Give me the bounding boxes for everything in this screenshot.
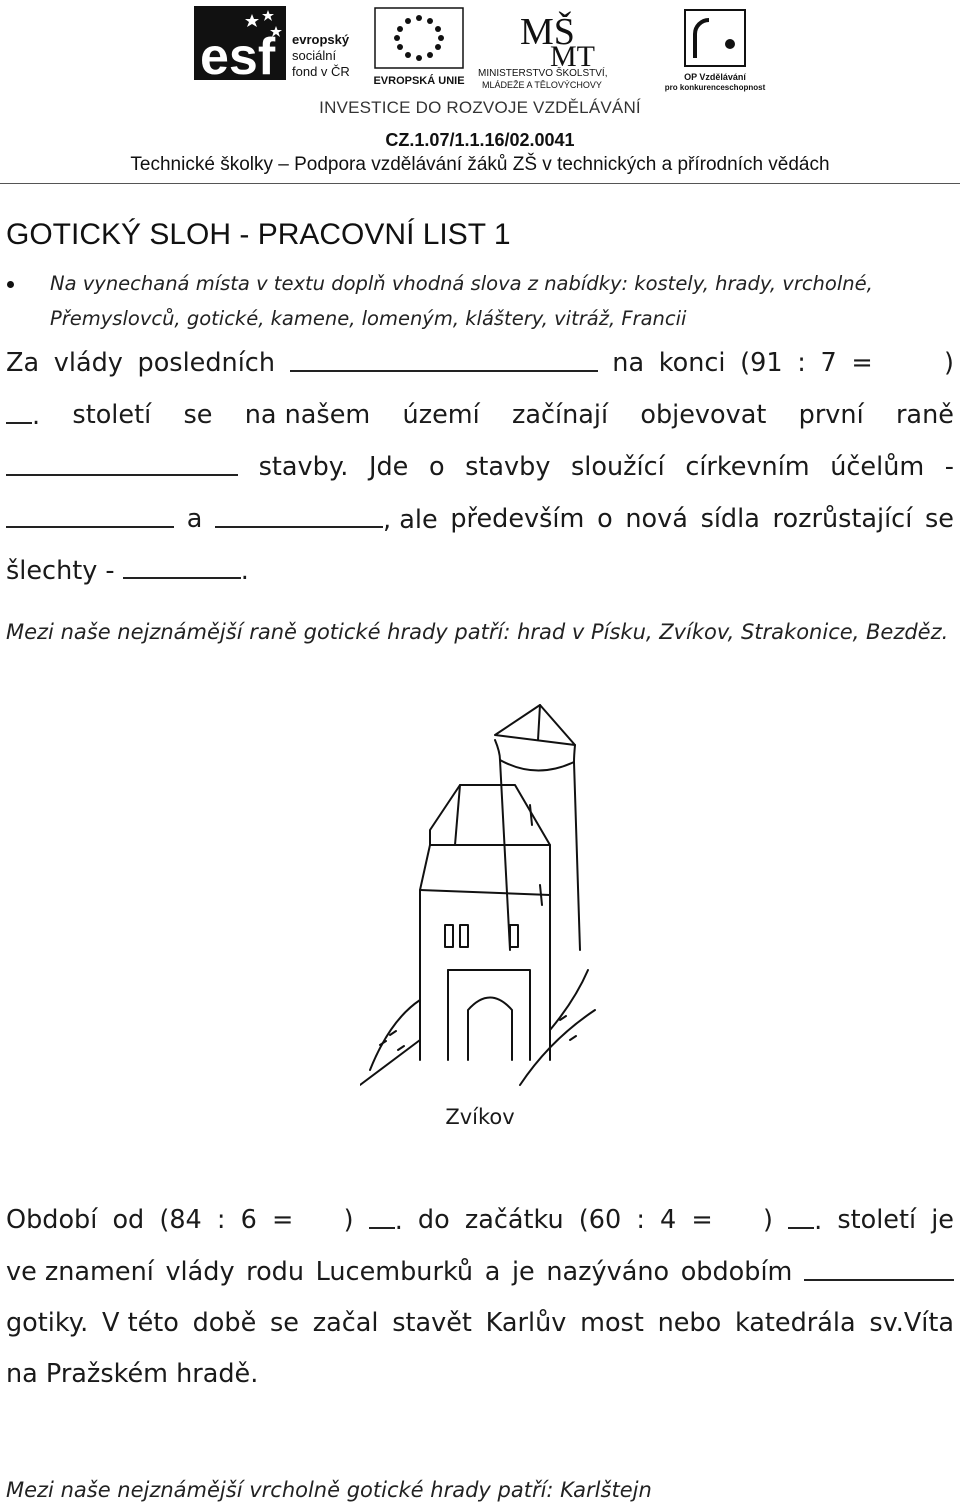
word: 6 [240,1205,257,1235]
word: je [511,1257,535,1287]
op-logo [665,10,766,92]
castles-text: Mezi naše nejznámější raně gotické hrady patří: hrad v Písku, Zvíkov, Strakonice, Bezděz. [6,620,949,644]
word: Lucemburků [315,1257,474,1287]
blank-with-period [369,1203,403,1238]
word: posledních [137,348,275,378]
word: sloužící [571,452,665,482]
answer-gap [728,1203,748,1238]
header-logos [190,4,770,100]
word: - [944,452,954,482]
page-title: GOTICKÝ SLOH - PRACOVNÍ LIST 1 [6,218,511,251]
castle-illustration [360,700,600,1090]
eu-flag-logo [373,8,464,87]
svg-text:MLÁDEŽE A TĚLOVÝCHOVY: MLÁDEŽE A TĚLOVÝCHOVY [482,80,602,90]
word: : [797,348,806,378]
word: most [580,1308,644,1338]
blank-field[interactable] [290,346,598,372]
word: 4 [660,1205,677,1235]
svg-text:sociální: sociální [292,48,337,63]
paragraph2-line2 [6,1255,954,1289]
word: rodu [246,1257,305,1287]
paragraph1-line2 [6,398,954,433]
word: konci [658,348,726,378]
answer-gap [308,1203,328,1238]
word: o [428,452,445,482]
word: účelům [830,452,925,482]
word: V této [102,1308,179,1338]
paragraph2-line3 [6,1306,954,1340]
word: vlády [53,348,123,378]
svg-text:MT: MT [550,40,595,73]
blank-field[interactable] [6,450,238,476]
blank-with-period [6,398,40,433]
word: gotiky. [6,1308,89,1338]
blank-field[interactable] [788,1203,814,1229]
word: Za [6,348,40,378]
word: ve znamení [6,1257,154,1287]
word: území [402,400,480,430]
word: první [798,400,864,430]
word: raně [895,400,954,430]
word: Karlův [485,1308,567,1338]
zvikov-castle-drawing [360,700,600,1090]
word: Období [6,1205,98,1235]
svg-text:EVROPSKÁ UNIE: EVROPSKÁ UNIE [373,75,465,87]
svg-text:OP Vzdělávání: OP Vzdělávání [684,72,746,82]
word: rozrůstající [772,504,913,534]
word: se [925,504,954,534]
bullet-icon [7,281,14,288]
word: stavby [465,452,551,482]
header-investice: INVESTICE DO ROZVOJE VZDĚLÁVÁNÍ [319,98,641,117]
blank-field[interactable] [215,502,383,528]
answer-gap [887,346,929,380]
word: a [186,504,203,534]
word: . [240,556,249,586]
word: o [597,504,613,534]
word: 7 [820,348,837,378]
blank-with-comma [215,502,438,537]
word: a [484,1257,501,1287]
word: , ale [383,505,438,535]
svg-text:MINISTERSTVO ŠKOLSTVÍ,: MINISTERSTVO ŠKOLSTVÍ, [478,68,608,79]
header-divider [0,183,960,184]
blank-field[interactable] [804,1255,954,1281]
paragraph1-line4 [6,502,954,537]
word: : [216,1205,226,1235]
svg-text:fond v ČR: fond v ČR [292,64,350,79]
project-code: CZ.1.07/1.1.16/02.0041 [385,130,575,150]
word: do [417,1205,450,1235]
word: ) [763,1205,773,1235]
word: od [112,1205,145,1235]
word: ) [944,348,954,378]
blank-field[interactable] [6,398,32,424]
word: se [270,1308,299,1338]
word: sídla [700,504,760,534]
word: století [72,400,152,430]
paragraph1-line1 [6,346,954,380]
word: začátku [464,1205,564,1235]
word: sv.Víta [869,1308,954,1338]
word: (60 [578,1205,622,1235]
paragraph2-line4: na Pražském hradě. [6,1359,259,1389]
word: je [931,1205,954,1235]
paragraph1-line5 [6,553,249,588]
word: objevovat [640,400,767,430]
word: . [32,401,41,431]
word: (84 [159,1205,202,1235]
word: . [394,1206,403,1236]
word: nebo [657,1308,722,1338]
paragraph1-line3 [6,450,954,484]
word: = [271,1205,294,1235]
word: se [183,400,213,430]
svg-text:evropský: evropský [292,32,350,47]
word: století [837,1205,917,1235]
word: ) [343,1205,354,1235]
esf-logo [194,6,350,86]
word: = [851,348,873,378]
word: = [691,1205,713,1235]
project-subtitle: Technické školky – Podpora vzdělávání žáků ZŠ v technických a přírodních vědách [130,154,830,175]
bottom-text: Mezi naše nejznámější vrcholně gotické hrady patří: Karlštejn [6,1478,652,1502]
logo-strip [190,4,770,100]
blank-with-period [788,1203,822,1238]
word: obdobím [680,1257,793,1287]
svg-text:esf: esf [200,28,276,86]
word: stavby. [258,452,349,482]
word: na [612,348,645,378]
word: nazýváno [546,1257,670,1287]
word: šlechty - [6,556,115,586]
word: na našem [244,400,371,430]
blank-field[interactable] [369,1203,395,1229]
word: církevním [685,452,810,482]
word: stavět [392,1308,472,1338]
image-caption: Zvíkov [445,1105,515,1129]
svg-text:MŠ: MŠ [520,11,575,53]
svg-text:pro konkurenceschopnost: pro konkurenceschopnost [664,83,766,92]
blank-field[interactable] [123,553,241,579]
word: (91 [740,348,783,378]
word: začínají [512,400,609,430]
paragraph2-line1 [6,1203,954,1238]
word: katedrála [734,1308,856,1338]
word: nová [625,504,688,534]
word: Jde [368,452,409,482]
word: začal [312,1308,379,1338]
word: především [450,504,585,534]
word: vlády [165,1257,235,1287]
instruction-text: Na vynechaná místa v textu doplň vhodná slova z nabídky: kostely, hrady, vrcholné, Přemyslovců, gotické, kamene, lomeným, kláštery, vitráž, Francii [50,272,873,330]
word: . [814,1206,823,1236]
word: : [636,1205,645,1235]
msmt-logo [478,11,607,90]
word: době [192,1308,257,1338]
blank-field[interactable] [6,502,174,528]
